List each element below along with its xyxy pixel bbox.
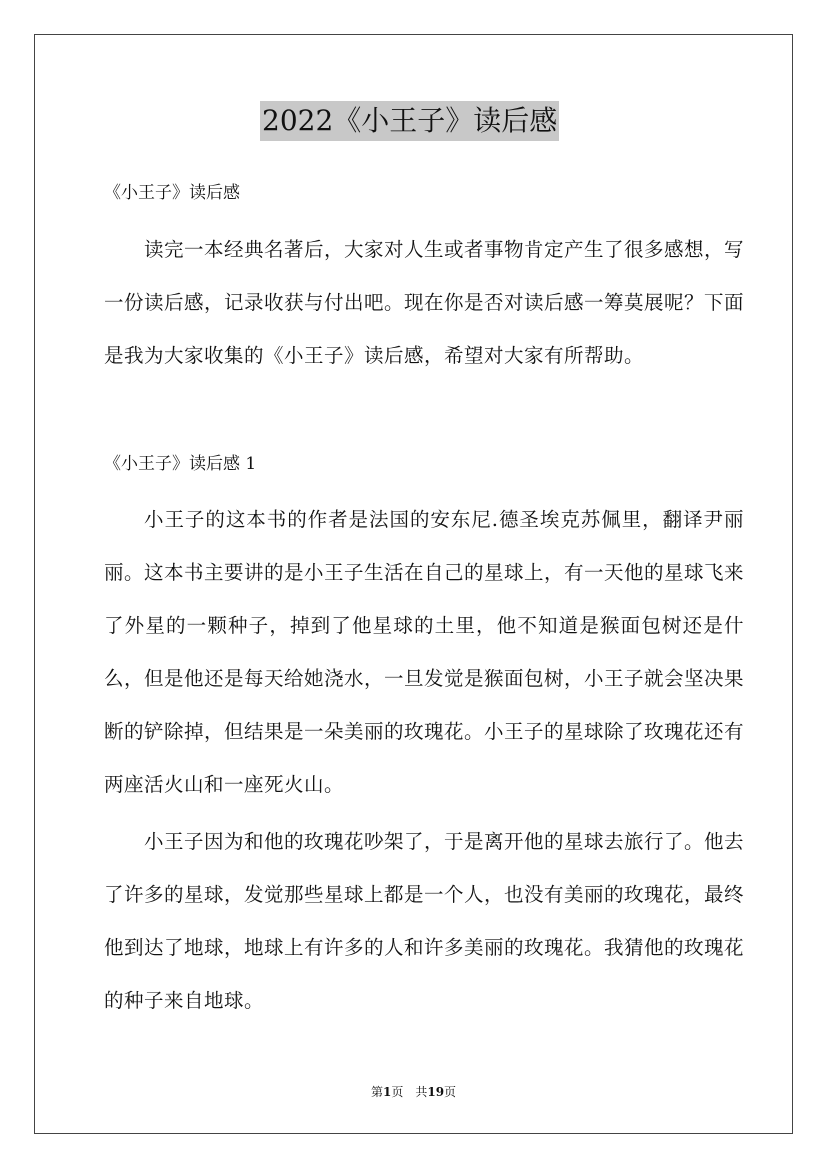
- footer-page-suffix: 页: [391, 1085, 404, 1099]
- section1-paragraph-1: 小王子的这本书的作者是法国的安东尼.德圣埃克苏佩里，翻译尹丽丽。这本书主要讲的是小王子生活在自己的星球上，有一天他的星球飞来了外星的一颗种子，掉到了他星球的土里，他不知道是猴面包树还是什么，但是他还是每天给她浇水，一旦发觉是猴面包树，小王子就会坚决果断的铲除掉，但结果是一朵美丽的玫瑰花。小王子的星球除了玫瑰花还有两座活火山和一座死火山。: [104, 508, 745, 796]
- page-footer: [0, 1084, 827, 1100]
- intro-heading: 《小王子》读后感: [104, 183, 240, 203]
- section1-paragraph-2: 小王子因为和他的玫瑰花吵架了，于是离开他的星球去旅行了。他去了许多的星球，发觉那些星球上都是一个人，也没有美丽的玫瑰花，最终他到达了地球，地球上有许多的人和许多美丽的玫瑰花。我猜他的玫瑰花的种子来自地球。: [104, 830, 745, 1012]
- section1-heading: 《小王子》读后感 1: [104, 454, 257, 474]
- footer-page-number: 1: [382, 1085, 392, 1099]
- footer-total-prefix: 共: [415, 1085, 428, 1099]
- footer-total-suffix: 页: [444, 1085, 457, 1099]
- footer-total-pages: 19: [427, 1085, 445, 1099]
- footer-page-prefix: 第: [370, 1085, 383, 1099]
- document-title: 2022《小王子》读后感: [260, 101, 559, 141]
- intro-paragraph: 读完一本经典名著后，大家对人生或者事物肯定产生了很多感想，写一份读后感，记录收获与付出吧。现在你是否对读后感一筹莫展呢？下面是我为大家收集的《小王子》读后感，希望对大家有所帮助。: [104, 238, 745, 367]
